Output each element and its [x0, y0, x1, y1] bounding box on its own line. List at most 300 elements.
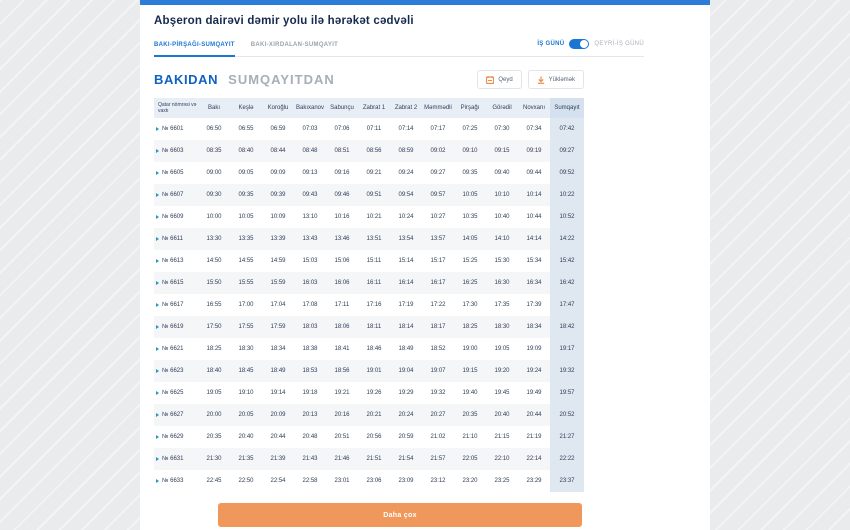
time-cell: 16:34 — [526, 280, 542, 286]
time-cell: 19:15 — [462, 368, 478, 374]
time-cell: 14:55 — [238, 258, 254, 264]
timetable — [154, 98, 584, 492]
chevron-right-icon[interactable] — [156, 347, 159, 351]
time-cell: 21:30 — [206, 456, 222, 462]
time-cell: 06:59 — [270, 126, 286, 132]
time-cell: 08:59 — [398, 148, 414, 154]
train-cell — [154, 368, 198, 374]
time-cell: 10:16 — [334, 214, 350, 220]
time-cell: 17:30 — [462, 302, 478, 308]
train-number: № 6607 — [162, 192, 184, 198]
top-accent-bar — [140, 0, 710, 5]
chevron-right-icon[interactable] — [156, 171, 159, 175]
time-cell: 19:49 — [526, 390, 542, 396]
time-cell: 18:45 — [238, 368, 254, 374]
time-cell: 21:43 — [302, 456, 318, 462]
note-button[interactable] — [477, 70, 521, 89]
time-cell: 23:12 — [430, 478, 446, 484]
time-cell: 13:51 — [366, 236, 382, 242]
train-number: № 6611 — [162, 236, 184, 242]
station-header: Bakıxanov — [295, 105, 325, 111]
table-row[interactable] — [154, 382, 584, 404]
time-cell: 09:21 — [366, 170, 382, 176]
time-cell: 17:59 — [270, 324, 286, 330]
chevron-right-icon[interactable] — [156, 391, 159, 395]
time-cell: 21:10 — [462, 434, 478, 440]
time-cell: 14:05 — [462, 236, 478, 242]
time-cell: 19:20 — [494, 368, 510, 374]
time-cell: 17:00 — [238, 302, 254, 308]
time-cell: 10:22 — [550, 184, 584, 206]
chevron-right-icon[interactable] — [156, 303, 159, 307]
time-cell: 10:40 — [494, 214, 510, 220]
time-cell: 08:40 — [238, 148, 254, 154]
time-cell: 10:10 — [494, 192, 510, 198]
time-cell: 09:52 — [550, 162, 584, 184]
time-cell: 21:35 — [238, 456, 254, 462]
load-more-button[interactable] — [218, 503, 582, 527]
time-cell: 13:57 — [430, 236, 446, 242]
station-header: Novxanı — [522, 105, 545, 111]
time-cell: 10:21 — [366, 214, 382, 220]
direction-heading-row — [154, 70, 584, 89]
time-cell: 19:29 — [398, 390, 414, 396]
time-cell: 06:55 — [238, 126, 254, 132]
time-cell: 20:51 — [334, 434, 350, 440]
time-cell: 20:24 — [398, 412, 414, 418]
time-cell: 19:04 — [398, 368, 414, 374]
table-row[interactable] — [154, 140, 584, 162]
train-cell — [154, 478, 198, 484]
time-cell: 10:52 — [550, 206, 584, 228]
time-cell: 07:17 — [430, 126, 446, 132]
time-cell: 07:34 — [526, 126, 542, 132]
page-title: Abşeron dairəvi dəmir yolu ilə hərəkət cədvəli — [154, 15, 414, 27]
download-button[interactable] — [528, 70, 584, 89]
time-cell: 09:27 — [430, 170, 446, 176]
time-cell: 17:35 — [494, 302, 510, 308]
time-cell: 18:40 — [206, 368, 222, 374]
time-cell: 23:01 — [334, 478, 350, 484]
train-cell — [154, 148, 198, 154]
time-cell: 18:34 — [270, 346, 286, 352]
station-header: Görədil — [492, 105, 512, 111]
time-cell: 19:18 — [302, 390, 318, 396]
time-cell: 09:24 — [398, 170, 414, 176]
time-cell: 17:11 — [334, 302, 350, 308]
time-cell: 13:39 — [270, 236, 286, 242]
chevron-right-icon[interactable] — [156, 457, 159, 461]
time-cell: 19:57 — [550, 382, 584, 404]
time-cell: 21:51 — [366, 456, 382, 462]
train-cell — [154, 302, 198, 308]
table-row[interactable] — [154, 448, 584, 470]
time-cell: 09:39 — [270, 192, 286, 198]
time-cell: 22:50 — [238, 478, 254, 484]
time-cell: 07:14 — [398, 126, 414, 132]
time-cell: 10:05 — [238, 214, 254, 220]
table-row[interactable] — [154, 228, 584, 250]
time-cell: 23:09 — [398, 478, 414, 484]
train-number: № 6615 — [162, 280, 184, 286]
note-button-label: Qeyd — [498, 76, 513, 83]
direction-to-sumqayitdan[interactable]: SUMQAYITDAN — [228, 72, 335, 87]
table-row[interactable] — [154, 316, 584, 338]
action-buttons — [477, 70, 584, 89]
chevron-right-icon[interactable] — [156, 281, 159, 285]
day-type-switch[interactable] — [569, 39, 589, 49]
time-cell: 17:39 — [526, 302, 542, 308]
time-cell: 15:06 — [334, 258, 350, 264]
time-cell: 22:58 — [302, 478, 318, 484]
time-cell: 20:05 — [238, 412, 254, 418]
day-type-toggle-group — [537, 39, 644, 56]
time-cell: 20:16 — [334, 412, 350, 418]
time-cell: 10:14 — [526, 192, 542, 198]
train-column-header: Qatar nömrəsi və vaxtı — [158, 101, 197, 114]
train-number: № 6605 — [162, 170, 184, 176]
time-cell: 17:22 — [430, 302, 446, 308]
time-cell: 22:05 — [462, 456, 478, 462]
time-cell: 19:24 — [526, 368, 542, 374]
time-cell: 17:50 — [206, 324, 222, 330]
time-cell: 19:05 — [206, 390, 222, 396]
time-cell: 23:25 — [494, 478, 510, 484]
time-cell: 20:59 — [398, 434, 414, 440]
time-cell: 22:14 — [526, 456, 542, 462]
table-row[interactable] — [154, 118, 584, 140]
time-cell: 10:00 — [206, 214, 222, 220]
time-cell: 19:17 — [550, 338, 584, 360]
station-header: Sumqayıt — [550, 98, 584, 118]
time-cell: 09:00 — [206, 170, 222, 176]
time-cell: 20:40 — [238, 434, 254, 440]
train-number: № 6621 — [162, 346, 184, 352]
time-cell: 14:50 — [206, 258, 222, 264]
chevron-right-icon[interactable] — [156, 435, 159, 439]
time-cell: 10:27 — [430, 214, 446, 220]
table-row[interactable] — [154, 206, 584, 228]
time-cell: 13:35 — [238, 236, 254, 242]
time-cell: 18:41 — [334, 346, 350, 352]
time-cell: 07:30 — [494, 126, 510, 132]
time-cell: 14:14 — [526, 236, 542, 242]
time-cell: 08:51 — [334, 148, 350, 154]
table-row[interactable] — [154, 338, 584, 360]
time-cell: 10:09 — [270, 214, 286, 220]
time-cell: 07:03 — [302, 126, 318, 132]
train-cell — [154, 412, 198, 418]
time-cell: 10:05 — [462, 192, 478, 198]
train-cell — [154, 126, 198, 132]
time-cell: 13:54 — [398, 236, 414, 242]
time-cell: 17:08 — [302, 302, 318, 308]
train-cell — [154, 258, 198, 264]
time-cell: 09:51 — [366, 192, 382, 198]
time-cell: 15:14 — [398, 258, 414, 264]
chevron-right-icon[interactable] — [156, 149, 159, 153]
time-cell: 22:22 — [550, 448, 584, 470]
time-cell: 19:05 — [494, 346, 510, 352]
chevron-right-icon[interactable] — [156, 237, 159, 241]
station-header: Məmmədli — [424, 105, 452, 111]
time-cell: 20:13 — [302, 412, 318, 418]
time-cell: 09:27 — [550, 140, 584, 162]
time-cell: 20:44 — [526, 412, 542, 418]
time-cell: 18:56 — [334, 368, 350, 374]
train-cell — [154, 192, 198, 198]
schedule-card — [140, 0, 710, 530]
chevron-right-icon[interactable] — [156, 259, 159, 263]
train-number: № 6625 — [162, 390, 184, 396]
time-cell: 19:07 — [430, 368, 446, 374]
time-cell: 09:10 — [462, 148, 478, 154]
chevron-right-icon[interactable] — [156, 215, 159, 219]
time-cell: 18:25 — [206, 346, 222, 352]
chevron-right-icon[interactable] — [156, 369, 159, 373]
table-row[interactable] — [154, 294, 584, 316]
time-cell: 09:44 — [526, 170, 542, 176]
time-cell: 13:30 — [206, 236, 222, 242]
time-cell: 09:43 — [302, 192, 318, 198]
time-cell: 17:55 — [238, 324, 254, 330]
download-icon — [537, 76, 545, 84]
time-cell: 20:27 — [430, 412, 446, 418]
train-cell — [154, 390, 198, 396]
train-number: № 6629 — [162, 434, 184, 440]
train-number: № 6619 — [162, 324, 184, 330]
time-cell: 13:46 — [334, 236, 350, 242]
time-cell: 23:20 — [462, 478, 478, 484]
time-cell: 17:04 — [270, 302, 286, 308]
time-cell: 18:30 — [238, 346, 254, 352]
time-cell: 22:10 — [494, 456, 510, 462]
time-cell: 18:49 — [270, 368, 286, 374]
station-header: Bakı — [207, 105, 220, 111]
workday-label[interactable]: İŞ GÜNÜ — [537, 41, 565, 47]
time-cell: 18:06 — [334, 324, 350, 330]
time-cell: 19:45 — [494, 390, 510, 396]
non-workday-label[interactable]: QEYRİ-İŞ GÜNÜ — [594, 41, 644, 47]
train-number: № 6617 — [162, 302, 184, 308]
table-row[interactable] — [154, 470, 584, 492]
time-cell: 15:34 — [526, 258, 542, 264]
time-cell: 18:34 — [526, 324, 542, 330]
time-cell: 18:17 — [430, 324, 446, 330]
time-cell: 21:46 — [334, 456, 350, 462]
train-cell — [154, 280, 198, 286]
train-number: № 6601 — [162, 126, 184, 132]
time-cell: 09:57 — [430, 192, 446, 198]
time-cell: 16:25 — [462, 280, 478, 286]
time-cell: 19:10 — [238, 390, 254, 396]
time-cell: 09:16 — [334, 170, 350, 176]
time-cell: 18:11 — [366, 324, 382, 330]
time-cell: 09:40 — [494, 170, 510, 176]
time-cell: 09:13 — [302, 170, 318, 176]
train-number: № 6633 — [162, 478, 184, 484]
time-cell: 19:26 — [366, 390, 382, 396]
train-number: № 6627 — [162, 412, 184, 418]
time-cell: 16:11 — [366, 280, 382, 286]
chevron-right-icon[interactable] — [156, 127, 159, 131]
train-cell — [154, 346, 198, 352]
time-cell: 19:01 — [366, 368, 382, 374]
time-cell: 18:53 — [302, 368, 318, 374]
time-cell: 09:46 — [334, 192, 350, 198]
time-cell: 19:32 — [430, 390, 446, 396]
time-cell: 23:37 — [550, 470, 584, 492]
time-cell: 13:10 — [302, 214, 318, 220]
time-cell: 07:25 — [462, 126, 478, 132]
chevron-right-icon[interactable] — [156, 325, 159, 329]
table-row[interactable] — [154, 250, 584, 272]
time-cell: 20:00 — [206, 412, 222, 418]
time-cell: 14:22 — [550, 228, 584, 250]
time-cell: 19:09 — [526, 346, 542, 352]
table-row[interactable] — [154, 162, 584, 184]
table-row[interactable] — [154, 404, 584, 426]
time-cell: 23:06 — [366, 478, 382, 484]
time-cell: 07:11 — [366, 126, 382, 132]
time-cell: 18:25 — [462, 324, 478, 330]
train-number: № 6603 — [162, 148, 184, 154]
time-cell: 20:21 — [366, 412, 382, 418]
table-header-row — [154, 98, 584, 118]
time-cell: 18:30 — [494, 324, 510, 330]
time-cell: 23:29 — [526, 478, 542, 484]
time-cell: 18:14 — [398, 324, 414, 330]
train-number: № 6609 — [162, 214, 184, 220]
time-cell: 21:57 — [430, 456, 446, 462]
time-cell: 19:21 — [334, 390, 350, 396]
time-cell: 07:42 — [550, 118, 584, 140]
time-cell: 16:06 — [334, 280, 350, 286]
time-cell: 22:54 — [270, 478, 286, 484]
time-cell: 20:56 — [366, 434, 382, 440]
train-cell — [154, 170, 198, 176]
time-cell: 08:56 — [366, 148, 382, 154]
time-cell: 19:00 — [462, 346, 478, 352]
note-icon — [486, 76, 494, 84]
time-cell: 21:39 — [270, 456, 286, 462]
time-cell: 09:09 — [270, 170, 286, 176]
time-cell: 08:44 — [270, 148, 286, 154]
time-cell: 07:06 — [334, 126, 350, 132]
chevron-right-icon[interactable] — [156, 193, 159, 197]
time-cell: 20:40 — [494, 412, 510, 418]
station-header: Zabrat 2 — [394, 105, 418, 111]
train-number: № 6631 — [162, 456, 184, 462]
time-cell: 16:55 — [206, 302, 222, 308]
time-cell: 16:42 — [550, 272, 584, 294]
time-cell: 20:35 — [462, 412, 478, 418]
time-cell: 21:54 — [398, 456, 414, 462]
time-cell: 17:19 — [398, 302, 414, 308]
station-header: Pirşağı — [460, 105, 480, 111]
table-row[interactable] — [154, 360, 584, 382]
time-cell: 16:30 — [494, 280, 510, 286]
train-number: № 6623 — [162, 368, 184, 374]
tab-baki-xirdalan-sumqayit[interactable]: BAKI-XIRDALAN-SUMQAYIT — [250, 42, 339, 48]
tab-baki-pirsagi-sumqayit[interactable]: BAKI-PİRŞAĞI-SUMQAYIT — [154, 42, 235, 57]
time-cell: 09:54 — [398, 192, 414, 198]
time-cell: 09:35 — [238, 192, 254, 198]
time-cell: 16:14 — [398, 280, 414, 286]
time-cell: 18:38 — [302, 346, 318, 352]
time-cell: 18:52 — [430, 346, 446, 352]
switch-knob-icon — [580, 40, 588, 48]
direction-from-bakidan[interactable]: BAKIDAN — [154, 72, 219, 87]
train-cell — [154, 434, 198, 440]
table-row[interactable] — [154, 426, 584, 448]
time-cell: 16:03 — [302, 280, 318, 286]
download-button-label: Yükləmək — [548, 76, 575, 83]
time-cell: 18:42 — [550, 316, 584, 338]
time-cell: 06:50 — [206, 126, 222, 132]
time-cell: 15:50 — [206, 280, 222, 286]
time-cell: 20:48 — [302, 434, 318, 440]
time-cell: 18:46 — [366, 346, 382, 352]
time-cell: 15:42 — [550, 250, 584, 272]
time-cell: 21:02 — [430, 434, 446, 440]
time-cell: 20:52 — [550, 404, 584, 426]
time-cell: 10:24 — [398, 214, 414, 220]
time-cell: 15:11 — [366, 258, 382, 264]
time-cell: 17:16 — [366, 302, 382, 308]
table-row[interactable] — [154, 272, 584, 294]
table-row[interactable] — [154, 184, 584, 206]
time-cell: 21:15 — [494, 434, 510, 440]
chevron-right-icon[interactable] — [156, 413, 159, 417]
time-cell: 15:55 — [238, 280, 254, 286]
load-more-label: Daha çox — [383, 511, 417, 519]
route-tabs — [154, 42, 338, 56]
time-cell: 15:17 — [430, 258, 446, 264]
time-cell: 10:44 — [526, 214, 542, 220]
time-cell: 21:19 — [526, 434, 542, 440]
time-cell: 15:59 — [270, 280, 286, 286]
time-cell: 10:35 — [462, 214, 478, 220]
time-cell: 09:30 — [206, 192, 222, 198]
time-cell: 15:03 — [302, 258, 318, 264]
time-cell: 16:17 — [430, 280, 446, 286]
tabs-row — [154, 39, 644, 57]
station-header: Koroğlu — [267, 105, 289, 111]
time-cell: 15:25 — [462, 258, 478, 264]
time-cell: 15:30 — [494, 258, 510, 264]
time-cell: 14:59 — [270, 258, 286, 264]
station-header: Zabrat 1 — [362, 105, 386, 111]
time-cell: 09:15 — [494, 148, 510, 154]
train-cell — [154, 214, 198, 220]
train-cell — [154, 324, 198, 330]
time-cell: 20:44 — [270, 434, 286, 440]
time-cell: 21:27 — [550, 426, 584, 448]
time-cell: 09:05 — [238, 170, 254, 176]
time-cell: 09:02 — [430, 148, 446, 154]
time-cell: 13:43 — [302, 236, 318, 242]
chevron-right-icon[interactable] — [156, 479, 159, 483]
time-cell: 19:40 — [462, 390, 478, 396]
station-header: Keşlə — [238, 105, 254, 111]
train-number: № 6613 — [162, 258, 184, 264]
direction-switcher — [154, 72, 335, 87]
time-cell: 17:47 — [550, 294, 584, 316]
time-cell: 09:19 — [526, 148, 542, 154]
time-cell: 20:35 — [206, 434, 222, 440]
station-header: Sabunçu — [330, 105, 354, 111]
